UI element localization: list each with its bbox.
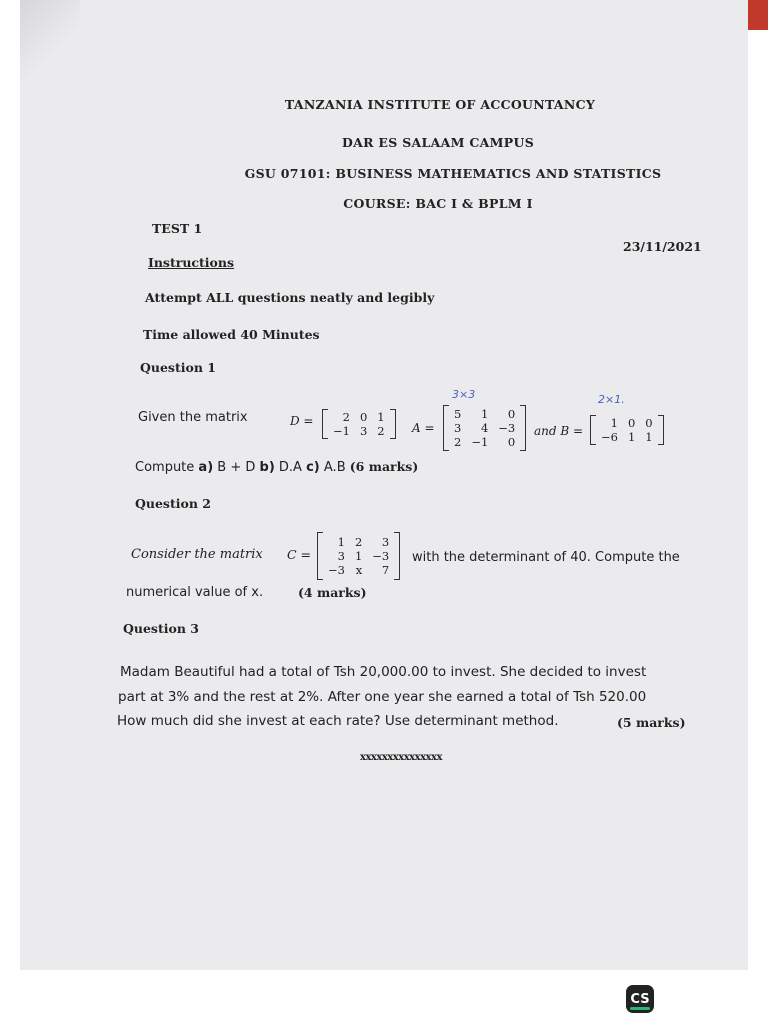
matrix-b-label: and B = xyxy=(534,424,584,438)
question-2-intro: Consider the matrix xyxy=(131,547,263,562)
matrix-b-grid xyxy=(596,416,658,444)
matrix-cell: 3 xyxy=(381,535,390,549)
matrix-cell: 7 xyxy=(381,563,390,577)
matrix-cell: −3 xyxy=(372,549,390,563)
question-3-line-3: How much did she invest at each rate? Use determinant method. xyxy=(117,713,559,729)
part-b: D.A xyxy=(278,460,302,475)
institute-title: TANZANIA INSTITUTE OF ACCOUNTANCY xyxy=(284,97,596,112)
matrix-d xyxy=(322,409,396,439)
part-c-label: c) xyxy=(306,460,320,475)
camscanner-logo-icon xyxy=(626,985,654,1013)
instruction-line-1: Attempt ALL questions neatly and legibly xyxy=(145,290,435,305)
paper-fold-corner xyxy=(20,0,80,90)
test-label: TEST 1 xyxy=(152,221,203,236)
matrix-cell: 3 xyxy=(454,421,462,435)
matrix-cell: 2 xyxy=(377,424,385,438)
matrix-cell: 2 xyxy=(454,435,462,449)
matrix-cell: 1 xyxy=(377,410,385,424)
end-marker: xxxxxxxxxxxxxxx xyxy=(360,752,442,763)
course-title: COURSE: BAC I & BPLM I xyxy=(343,196,533,211)
matrix-cell: 1 xyxy=(354,549,363,563)
question-1-heading: Question 1 xyxy=(140,360,216,375)
matrix-cell: −6 xyxy=(601,430,618,444)
matrix-cell: 2 xyxy=(342,410,350,424)
matrix-cell: 0 xyxy=(645,416,653,430)
matrix-b xyxy=(590,415,664,445)
matrix-d-label: D = xyxy=(290,414,314,428)
matrix-cell: −1 xyxy=(471,435,489,449)
exam-date: 23/11/2021 xyxy=(623,239,702,254)
matrix-cell: 3 xyxy=(337,549,345,563)
matrix-cell: 3 xyxy=(359,424,368,438)
matrix-c-label: C = xyxy=(287,547,312,562)
campus-title: DAR ES SALAAM CAMPUS xyxy=(341,135,535,150)
matrix-cell: 0 xyxy=(507,407,516,421)
matrix-cell: x xyxy=(355,563,363,577)
question-1-intro: Given the matrix xyxy=(138,410,248,425)
matrix-d-grid xyxy=(328,410,390,438)
matrix-cell: 0 xyxy=(359,410,368,424)
part-a-label: a) xyxy=(198,460,214,475)
matrix-a-label: A = xyxy=(412,421,435,435)
question-2-heading: Question 2 xyxy=(135,496,211,511)
part-a: B + D xyxy=(217,460,256,475)
instructions-heading: Instructions xyxy=(148,255,235,270)
exam-paper xyxy=(20,0,748,970)
matrix-cell: 1 xyxy=(610,416,618,430)
module-title: GSU 07101: BUSINESS MATHEMATICS AND STATISTICS xyxy=(244,166,662,181)
instruction-line-2: Time allowed 40 Minutes xyxy=(143,327,320,342)
matrix-cell: −1 xyxy=(333,424,350,438)
matrix-cell: 4 xyxy=(480,421,489,435)
question-1-marks: (6 marks) xyxy=(349,459,419,474)
question-3-line-2: part at 3% and the rest at 2%. After one year she earned a total of Tsh 520.00 xyxy=(118,689,647,705)
matrix-cell: 1 xyxy=(645,430,653,444)
matrix-cell: −3 xyxy=(328,563,345,577)
part-c: A.B xyxy=(323,460,346,475)
background-edge xyxy=(748,0,768,30)
matrix-c-grid xyxy=(323,535,394,577)
question-2-line-2: numerical value of x. xyxy=(126,585,264,600)
logo-text: CS xyxy=(630,991,650,1007)
handwritten-annotation-b: 2×1. xyxy=(598,393,625,406)
matrix-cell: −3 xyxy=(498,421,516,435)
matrix-cell: 1 xyxy=(337,535,345,549)
question-3-line-1: Madam Beautiful had a total of Tsh 20,000.00 to invest. She decided to invest xyxy=(120,664,647,680)
question-3-marks: (5 marks) xyxy=(617,715,686,730)
handwritten-annotation-a: 3×3 xyxy=(452,388,476,401)
matrix-cell: 0 xyxy=(507,435,516,449)
matrix-cell: 1 xyxy=(627,430,636,444)
compute-prefix: Compute xyxy=(135,460,195,475)
question-1-compute xyxy=(135,459,418,475)
matrix-a xyxy=(443,405,526,451)
matrix-cell: 5 xyxy=(454,407,462,421)
question-3-heading: Question 3 xyxy=(123,621,199,636)
question-2-line-1: with the determinant of 40. Compute the xyxy=(412,550,680,565)
matrix-cell: 0 xyxy=(627,416,636,430)
question-2-marks: (4 marks) xyxy=(298,585,367,600)
matrix-c xyxy=(317,532,400,580)
matrix-a-grid xyxy=(449,407,520,449)
matrix-cell: 1 xyxy=(480,407,489,421)
part-b-label: b) xyxy=(259,460,275,475)
matrix-cell: 2 xyxy=(354,535,363,549)
